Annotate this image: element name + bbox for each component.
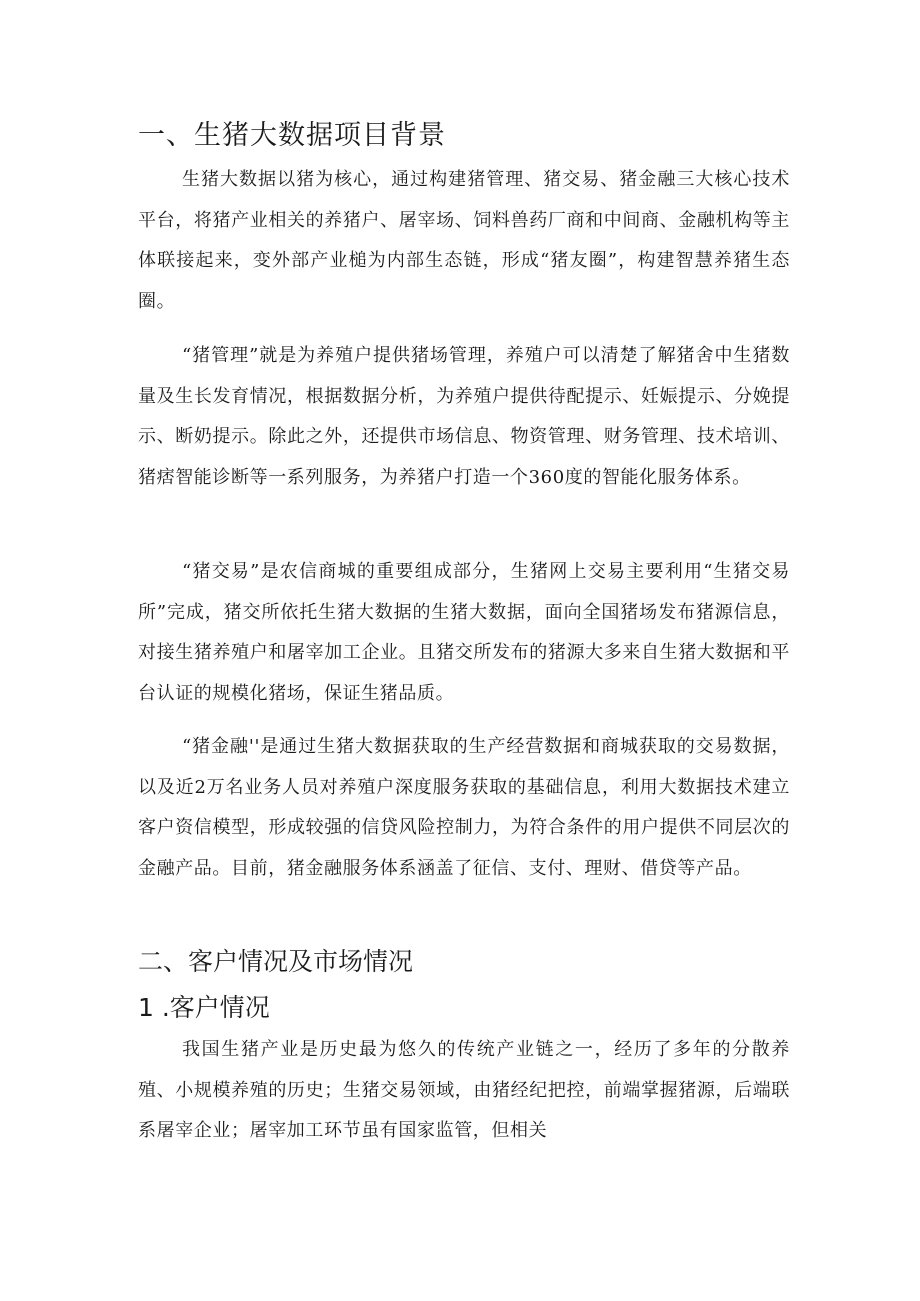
section-1-heading: 一、生猪大数据项目背景 (138, 120, 446, 151)
paragraph-customer-situation: 我国生猪产业是历史最为悠久的传统产业链之一，经历了多年的分散养殖、小规模养殖的历史；生猪交易领域，由猪经纪把控，前端掌握猪源，后端联系屠宰企业；屠宰加工环节虽有国家监管，但相关 (138, 1039, 790, 1141)
paragraph-pig-management: “猪管理”就是为养殖户提供猪场管理，养殖户可以清楚了解猪舍中生猪数量及生长发育情况，根据数据分析，为养殖户提供待配提示、妊娠提示、分娩提示、断奶提示。除此之外，还提供市场信息、物资管理、财务管理、技术培训、猪痞智能诊断等一系列服务，为养猪户打造一个360度的智能化服务体系。 (138, 345, 790, 488)
paragraph-pig-finance: “猪金融''是通过生猪大数据获取的生产经营数据和商城获取的交易数据，以及近2万名业务人员对养殖户深度服务获取的基础信息，利用大数据技术建立客户资信模型，形成较强的信贷风险控制力，为符合条件的用户提供不同层次的金融产品。目前，猪金融服务体系涵盖了征信、支付、理财、借贷等产品。 (138, 736, 790, 879)
section-2-heading: 二、客户情况及市场情况 (138, 947, 414, 976)
paragraph-pig-trading: “猪交易”是农信商城的重要组成部分，生猪网上交易主要利用“生猪交易所”完成，猪交所依托生猪大数据的生猪大数据，面向全国猪场发布猪源信息，对接生猪养殖户和屠宰加工企业。且猪交所发布的猪源大多来自生猪大数据和平台认证的规模化猪场，保证生猪品质。 (138, 561, 790, 704)
paragraph-background: 生猪大数据以猪为核心，通过构建猪管理、猪交易、猪金融三大核心技术平台，将猪产业相关的养猪户、屠宰场、饲料兽药厂商和中间商、金融机构等主体联接起来，变外部产业槌为内部生态链，形成“猪友圈”，构建智慧养猪生态圈。 (138, 169, 790, 312)
subsection-customer-heading: 1 .客户情况 (138, 993, 270, 1022)
